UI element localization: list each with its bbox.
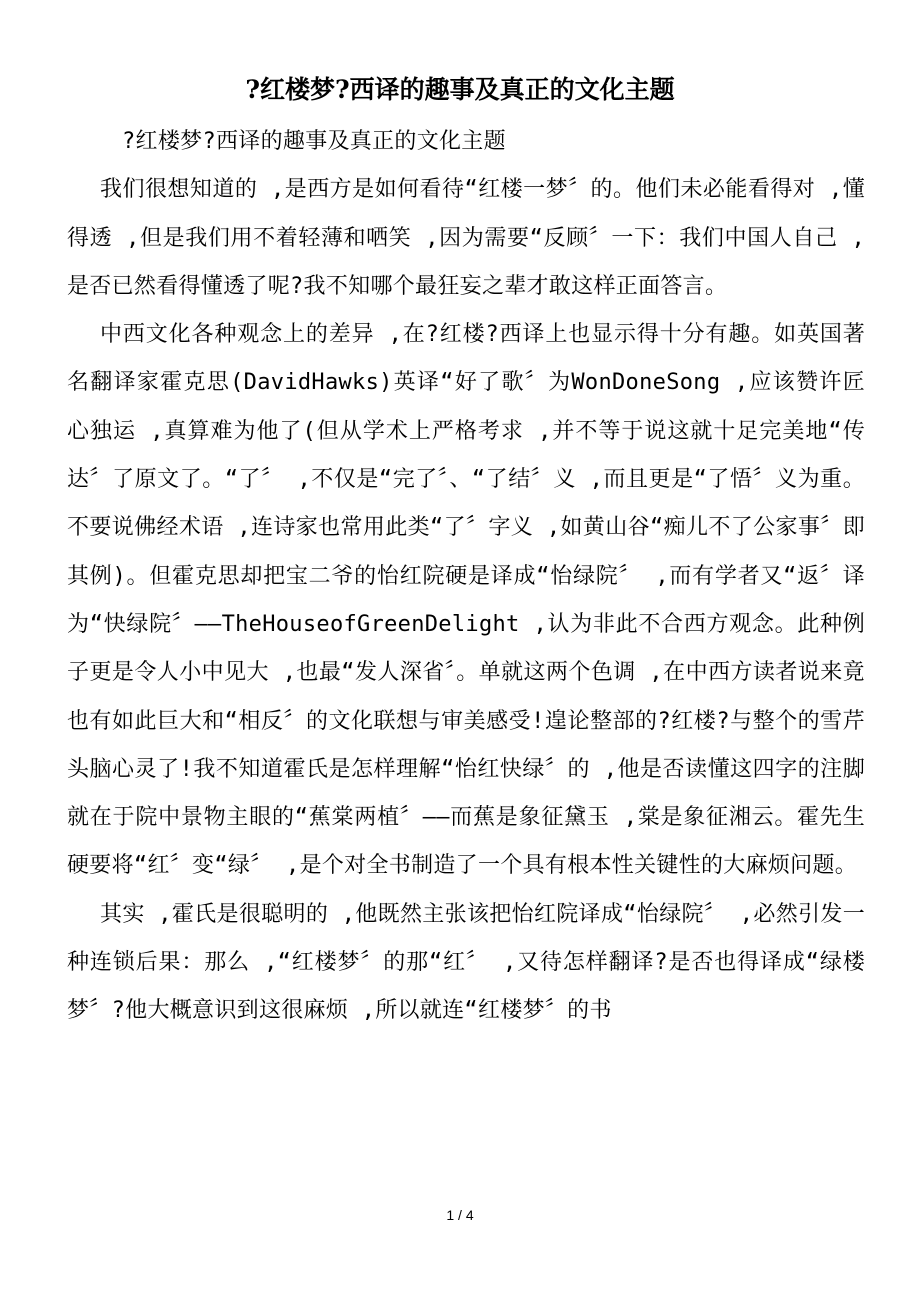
page-number: 1 / 4 [446,1207,474,1223]
document-title: ?红楼梦?西译的趣事及真正的文化主题 [245,75,675,104]
document-subtitle: ?红楼梦?西译的趣事及真正的文化主题 [122,129,506,154]
paragraph: 其实 ,霍氏是很聪明的 ,他既然主张该把怡红院译成“怡绿院〞 ,必然引发一种连锁后果：那么 ,“红楼梦〞的那“红〞 ,又待怎样翻译?是否也得译成“绿楼梦〞?他大概意识到这很麻烦 ,所以就连“红楼梦〞的书 [67,901,865,1024]
paragraph: 中西文化各种观念上的差异 ,在?红楼?西译上也显示得十分有趣。如英国著名翻译家霍克思(DavidHawks)英译“好了歌〞为WonDoneSong ,应该赞许匠心独运 ,真算难为他了(但从学术上严格考求 ,并不等于说这就十足完美地“传达〞了原文了。“了〞 ,不仅是“完了〞、“了结〞义 ,而且更是“了悟〞义为重。不要说佛经术语 ,连诗家也常用此类“了〞字义 ,如黄山谷“痴儿不了公家事〞即其例)。但霍克思却把宝二爷的怡红院硬是译成“怡绿院〞 ,而有学者又“返〞译为“快绿院〞——TheHouseofGreenDelight ,认为非此不合西方观念。此种例子更是令人小中见大 ,也最“发人深省〞。单就这两个色调 ,在中西方读者说来竟也有如此巨大和“相反〞的文化联想与审美感受!遑论整部的?红楼?与整个的雪芹头脑心灵了!我不知道霍氏是怎样理解“怡红快绿〞的 ,他是否读懂这四字的注脚就在于院中景物主眼的“蕉棠两植〞——而蕉是象征黛玉 ,棠是象征湘云。霍先生硬要将“红〞变“绿〞 ,是个对全书制造了一个具有根本性关键性的大麻烦问题。 [67,322,865,879]
document-body [67,118,865,1036]
paragraph: 我们很想知道的 ,是西方是如何看待“红楼一梦〞的。他们未必能看得对 ,懂得透 ,但是我们用不着轻薄和哂笑 ,因为需要“反顾〞一下：我们中国人自己 ,是否已然看得懂透了呢?我不知哪个最狂妄之辈才敢这样正面答言。 [67,177,865,299]
